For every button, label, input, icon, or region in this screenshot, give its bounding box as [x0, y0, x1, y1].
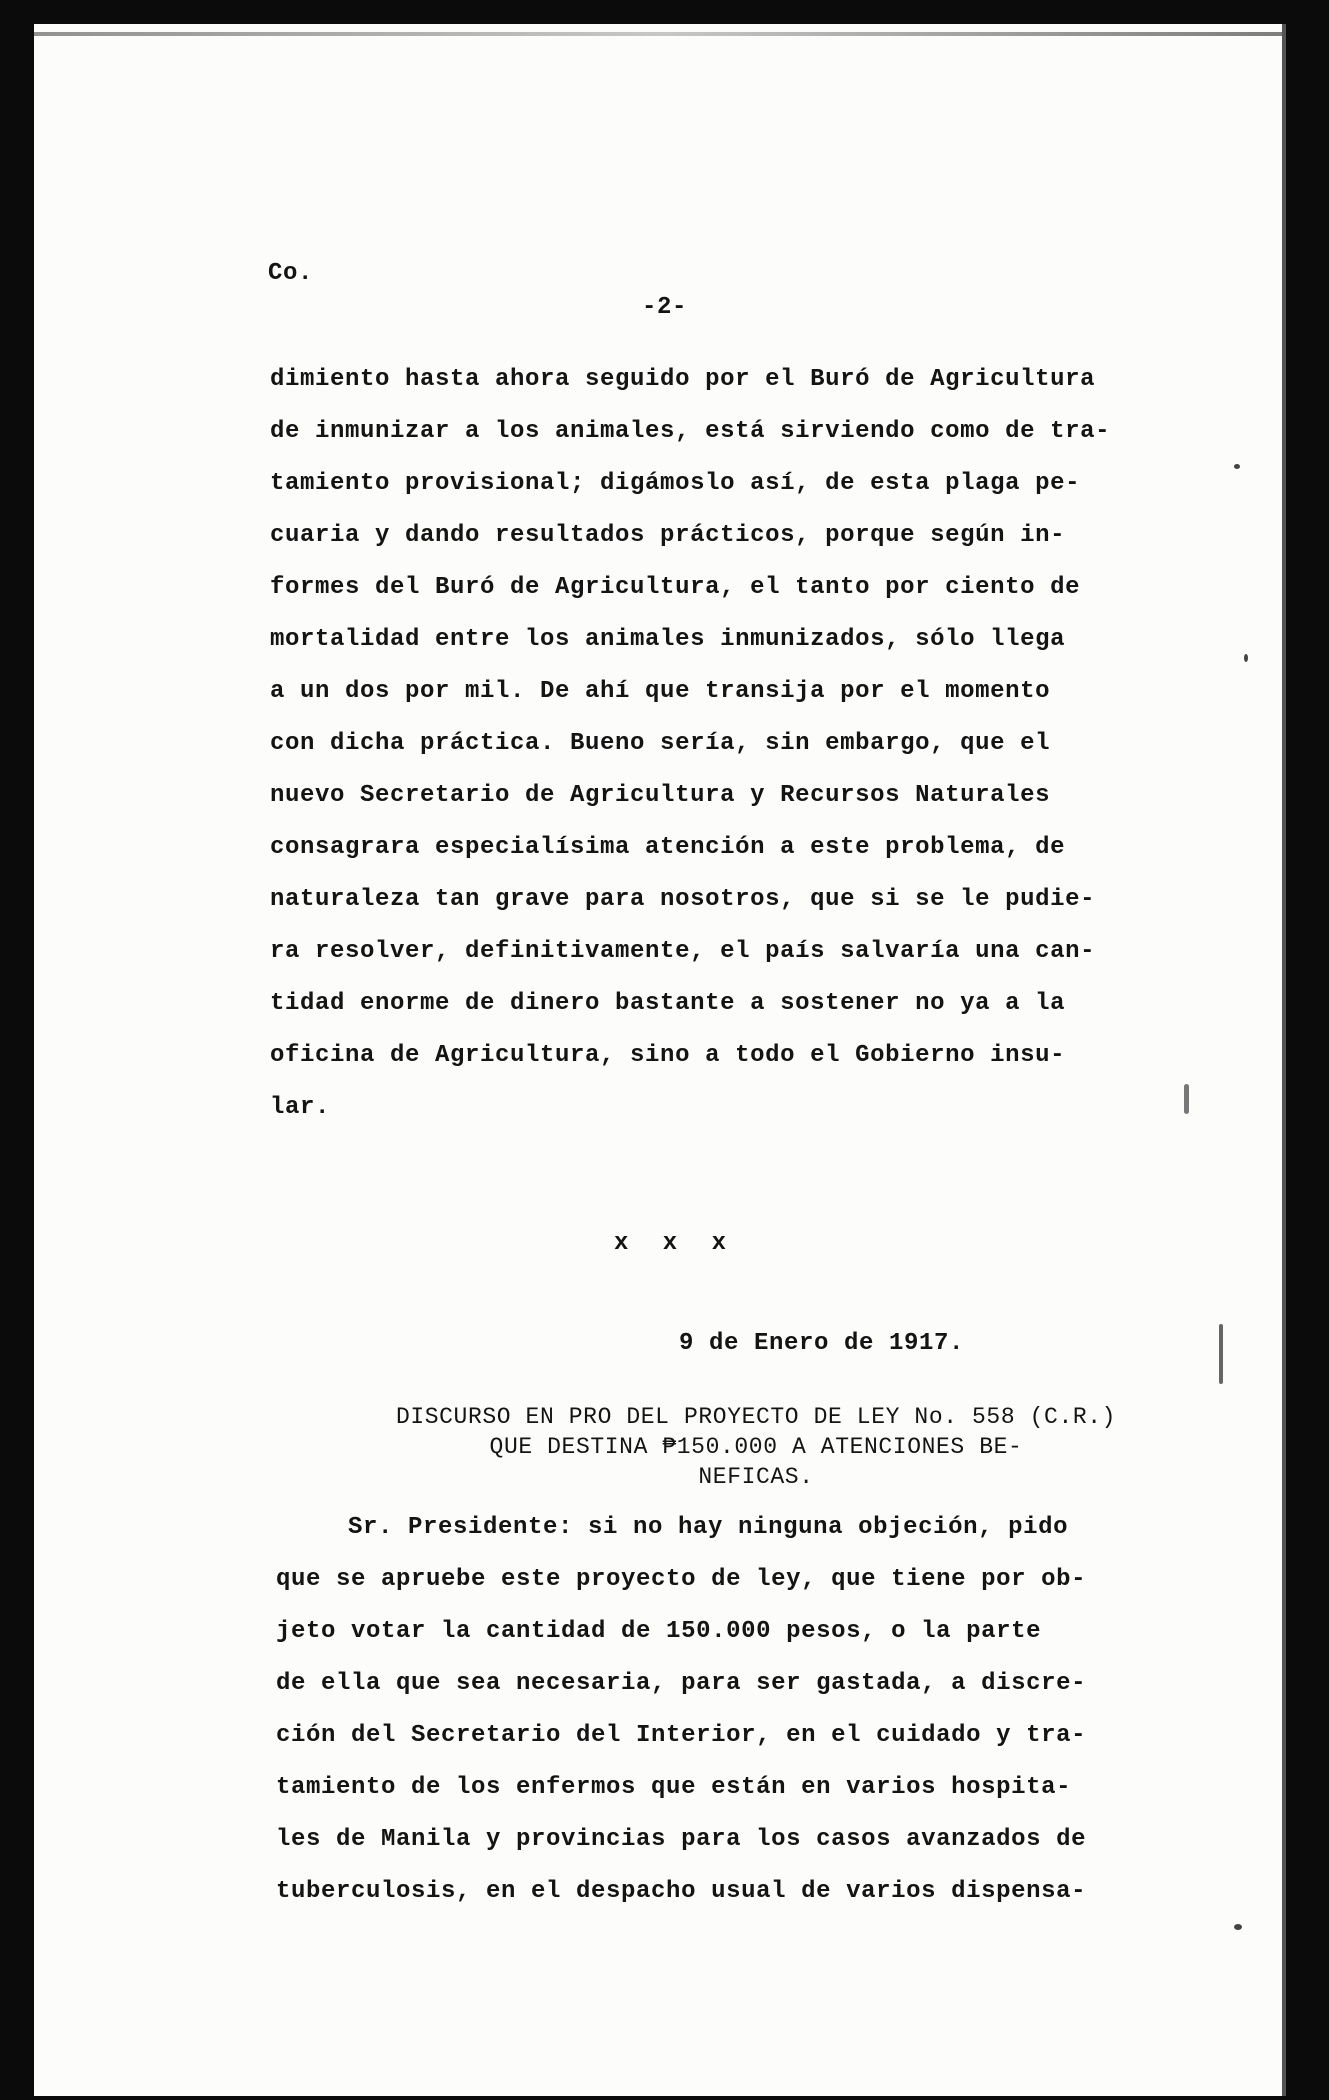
scan-speck: [1234, 1924, 1242, 1930]
text-line: ción del Secretario del Interior, en el cuidado y tra-: [276, 1722, 1087, 1749]
text-line: a un dos por mil. De ahí que transija por el momento: [270, 678, 1051, 705]
text-line: naturaleza tan grave para nosotros, que si se le pudie-: [270, 886, 1096, 913]
text-line: lar.: [270, 1094, 331, 1121]
scan-speck: [1244, 654, 1248, 662]
scan-speck: [1234, 464, 1240, 469]
text-line: de inmunizar a los animales, está sirviendo como de tra-: [270, 418, 1111, 445]
text-line: tidad enorme de dinero bastante a sostener no ya a la: [270, 990, 1066, 1017]
text-line: dimiento hasta ahora seguido por el Buró de Agricultura: [270, 366, 1096, 393]
text-line: oficina de Agricultura, sino a todo el Gobierno insu-: [270, 1042, 1066, 1069]
text-line: mortalidad entre los animales inmunizados, sólo llega: [270, 626, 1066, 653]
page-top-edge: [34, 32, 1284, 36]
text-line: Sr. Presidente: si no hay ninguna objeción, pido: [348, 1514, 1069, 1541]
text-line: ra resolver, definitivamente, el país salvaría una can-: [270, 938, 1096, 965]
heading-line: NEFICAS.: [698, 1464, 814, 1490]
text-line: les de Manila y provincias para los casos avanzados de: [276, 1826, 1087, 1853]
text-line: jeto votar la cantidad de 150.000 pesos, o la parte: [276, 1618, 1042, 1645]
page-right-edge: [1282, 24, 1286, 2096]
text-line: formes del Buró de Agricultura, el tanto por ciento de: [270, 574, 1081, 601]
text-line: de ella que sea necesaria, para ser gastada, a discre-: [276, 1670, 1087, 1697]
document-page: [34, 24, 1286, 2096]
heading-line: QUE DESTINA ₱150.000 A ATENCIONES BE-: [489, 1434, 1023, 1460]
text-line: que se apruebe este proyecto de ley, que tiene por ob-: [276, 1566, 1087, 1593]
heading-line: DISCURSO EN PRO DEL PROYECTO DE LEY No. 558 (C.R.): [395, 1404, 1117, 1430]
text-line: cuaria y dando resultados prácticos, porque según in-: [270, 522, 1066, 549]
text-line: nuevo Secretario de Agricultura y Recursos Naturales: [270, 782, 1051, 809]
page-number: -2-: [642, 294, 688, 321]
section-separator: x x x: [614, 1230, 737, 1257]
text-line: tuberculosis, en el despacho usual de varios dispensa-: [276, 1878, 1087, 1905]
text-line: consagrara especialísima atención a este problema, de: [270, 834, 1066, 861]
text-line: tamiento provisional; digámoslo así, de esta plaga pe-: [270, 470, 1081, 497]
text-line: con dicha práctica. Bueno sería, sin embargo, que el: [270, 730, 1051, 757]
scan-speck: [1184, 1084, 1189, 1114]
date-line: 9 de Enero de 1917.: [679, 1330, 965, 1357]
text-line: tamiento de los enfermos que están en varios hospita-: [276, 1774, 1072, 1801]
scan-speck: [1219, 1324, 1223, 1384]
corner-note: Co.: [268, 260, 314, 287]
